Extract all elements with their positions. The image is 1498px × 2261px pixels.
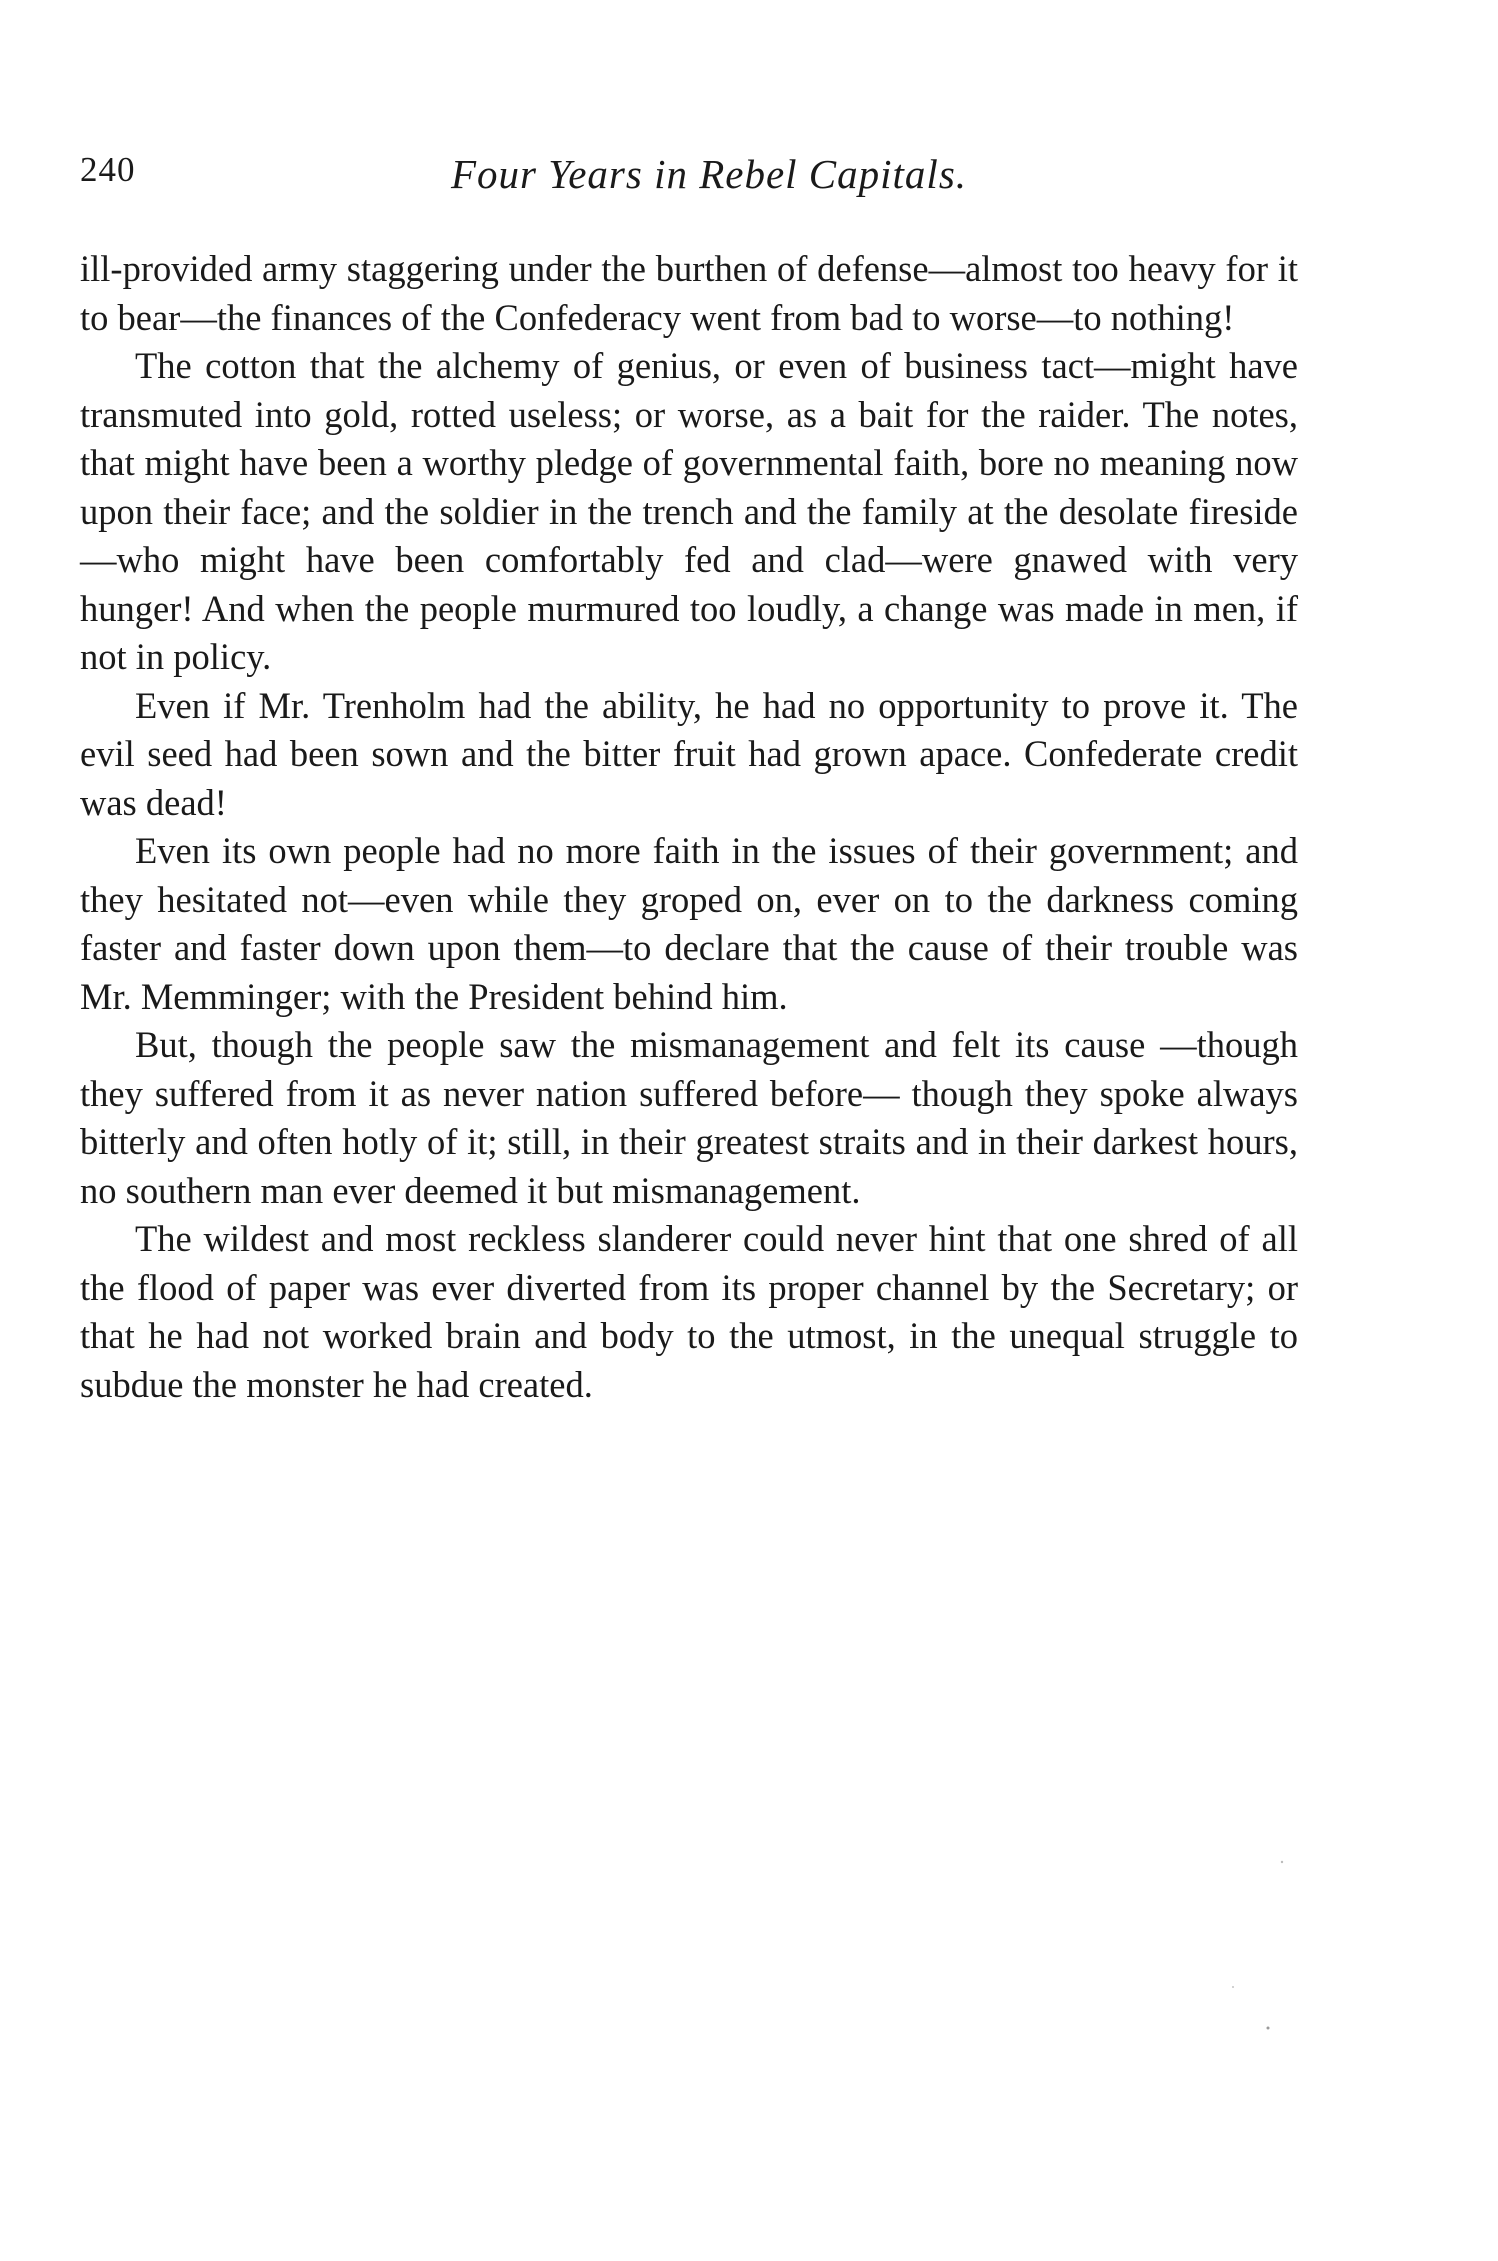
paragraph-5: But, though the people saw the mismanagement and felt its cause —though they suffered from it as never nation suffered before— though they spoke always bitterly and often hotly of it; still, in their greatest straits and in their darkest hours, no southern man ever deemed it but mismanagement. [80, 1024, 1298, 1211]
speck [1281, 1861, 1283, 1863]
paragraph-2: The cotton that the alchemy of genius, or even of business tact—might have transmuted into gold, rotted useless; or worse, as a bait for the raider. The notes, that might have been a worthy pledge of governmental faith, bore no meaning now upon their face; and the soldier in the trench and the family at the desolate fireside—who might have been comfortably fed and clad—were gnawed with very hunger! And when the people murmured too loudly, a change was made in men, if not in policy. [80, 345, 1298, 677]
running-head [80, 150, 1298, 200]
paragraph-1: ill-provided army staggering under the burthen of defense—almost too heavy for it to bear—the finances of the Confederacy went from bad to worse—to nothing! [80, 248, 1298, 338]
paragraph-4: Even its own people had no more faith in the issues of their government; and they hesitated not—even while they groped on, ever on to the darkness coming faster and faster down upon them—to declare that the cause of their trouble was Mr. Memminger; with the President behind him. [80, 830, 1298, 1017]
paragraph-6: The wildest and most reckless slanderer could never hint that one shred of all the flood of paper was ever diverted from its proper channel by the Secretary; or that he had not worked brain and body to the utmost, in the unequal struggle to subdue the monster he had created. [80, 1218, 1298, 1405]
speck [1267, 2027, 1270, 2030]
speck [1232, 1986, 1234, 1988]
body-text [80, 245, 1298, 1409]
running-title: Four Years in Rebel Capitals. [450, 151, 968, 197]
paragraph-3: Even if Mr. Trenholm had the ability, he had no opportunity to prove it. The evil seed had been sown and the bitter fruit had grown apace. Confederate credit was dead! [80, 684, 1298, 823]
page-number: 240 [80, 150, 136, 189]
